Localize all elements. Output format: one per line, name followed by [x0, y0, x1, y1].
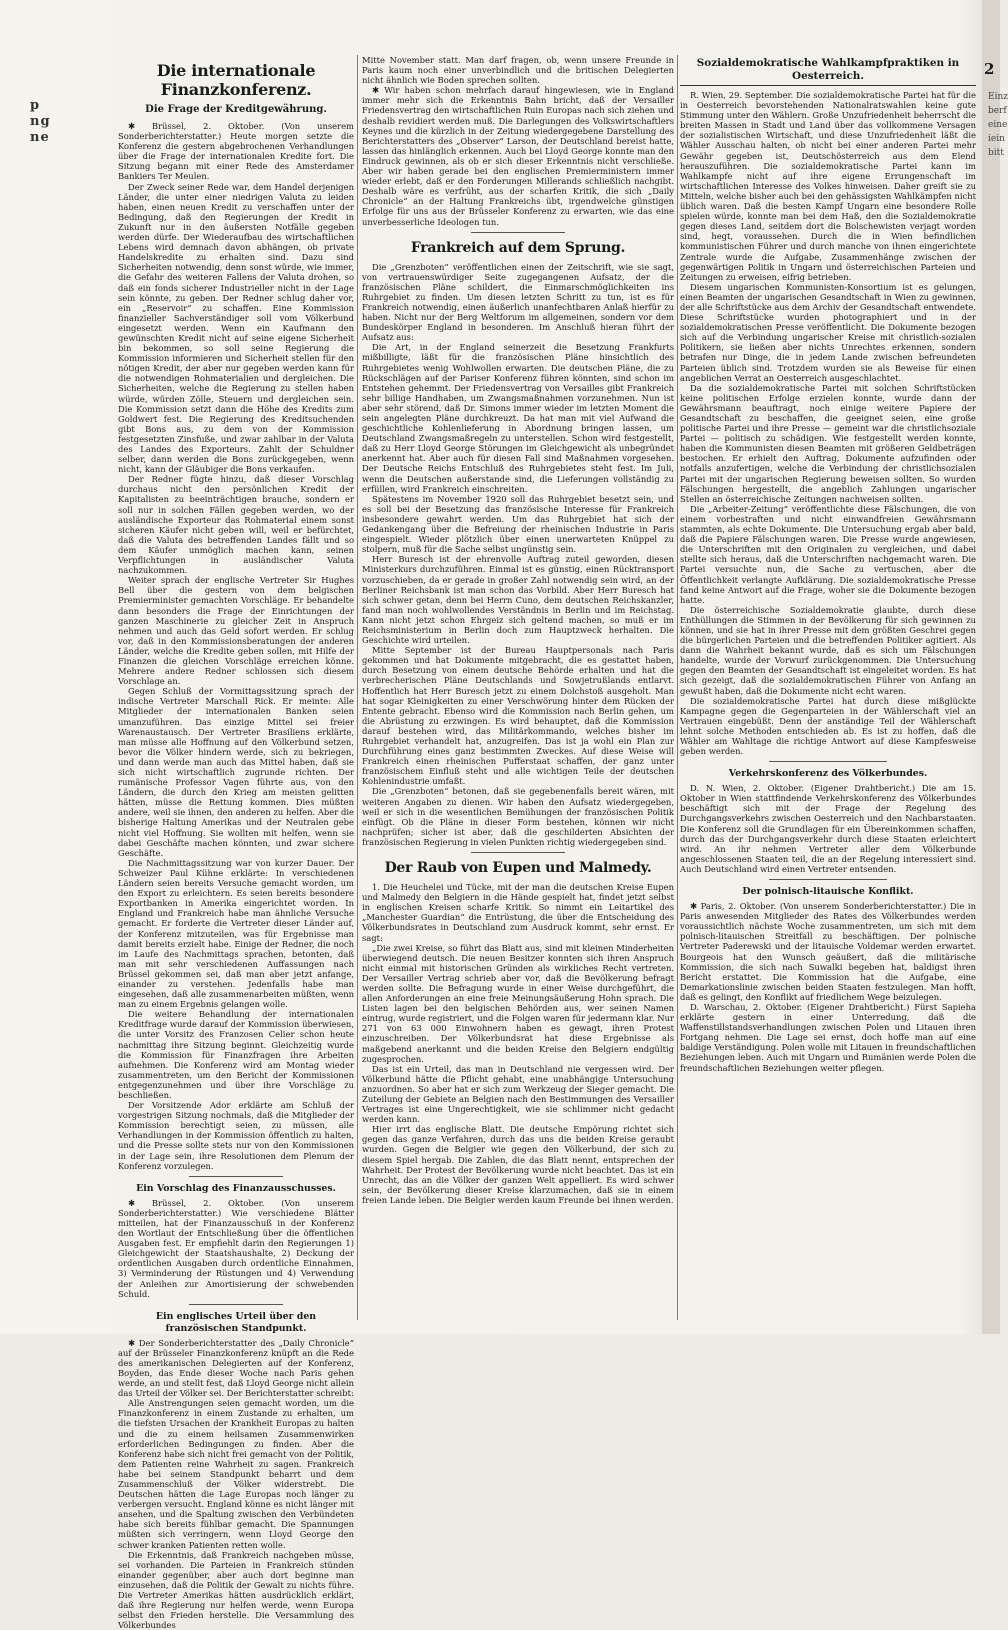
paragraph: Der Zweck seiner Rede war, dem Handel derjenigen Länder, die unter einer niedrigen Valuta zu leiden haben, einen neuen Kredit zu verschaffen unter der Bedingung, daß den Regierungen der Kredit in Zukunft nur in den äußersten Notfälle gegeben werden dürfe. Der Wiederaufbau des wirtschaftlichen Lebens wird demnach davon abhängen, ob private Handelskredite zu erhalten sind. Dazu sind Sicherheiten notwendig, denn sonst würde, wie immer, die Gefahr des weiteren Fallens der Valuta drohen, so daß ein fonds sicherer Industrieller nicht in der Lage sein könnte, zu geben. Der Redner schlug daher vor, ein „Reservoir“ zu schaffen. Eine Kommission finanzieller Sachverständiger soll vom Völkerbund eingesetzt werden. Wenn ein Kaufmann den gewünschten Kredit nicht auf seine eigene Sicherheit bin bekommen, so soll seine Regierung die Kommission informieren und Sicherheit stellen für den nötigen Kredit, der aber nur gegeben werden kann für die notwendigen Rohmaterialien und dergleichen. Die Sicherheiten, welche die Regierung zu stellen haben würde, würden Zölle, Steuern und dergleichen sein. Die Kommission setzt dann die Höhe des Kredits zum Goldwert fest. Die Regierung des Kreditsuchenden gibt Bons aus, zu dem von der Kommission festgesetzten Zinsfuße, und zwar zahlbar in der Valuta des Landes des Exporteurs. Zahlt der Schuldner selber, dann werden die Bons zurückgegeben, wenn nicht, kann der Gläubiger die Bons verkaufen.	[118, 181, 354, 475]
column-rule	[677, 55, 678, 1320]
paragraph: Mitte November statt. Man darf fragen, ob, wenn unsere Freunde in Paris kaum noch einer unverbindlich und die britischen Delegierten nicht ähnlich wie Boden sprechen sollten.	[362, 55, 674, 86]
article-title: Die internationale Finanzkonferenz.	[156, 61, 316, 99]
column-2	[362, 55, 674, 1325]
paragraph: ✱ Brüssel, 2. Oktober. (Von unserem Sonderberichterstatter.) Wie verschiedene Blätter mitteilen, hat der Finanzausschuß in der Konferenz den Wortlaut der Entschließung über die öffentlichen Ausgaben fest. Er empfiehlt darin den Regierungen 1) Gleichgewicht der Staatshaushalte, 2) Deckung der ordentlichen Ausgaben durch ordentliche Einnahmen, 3) Verminderung der Rüstungen und 4) Verwendung der Anleihen zur Amortisierung der schwebenden Schuld.	[118, 1197, 354, 1299]
section-heading: Ein englisches Urteil über den französischen Standpunkt.	[155, 1310, 317, 1334]
paragraph: Der Vorsitzende Ador erklärte am Schluß der vorgestrigen Sitzung nochmals, daß die Mitglieder der Kommission berechtigt seien, zu müssen, alle Verhandlungen in der Kommission öffentlich zu halten, und die Presse sollte stets nur von den Kommissionen in der Lage sein, ihre Resolutionen dem Plenum der Konferenz vorzulegen.	[118, 1100, 354, 1171]
separator	[471, 232, 565, 233]
paragraph: D. N. Wien, 2. Oktober. (Eigener Drahtbericht.) Die am 15. Oktober in Wien stattfindende Verkehrskonferenz des Völkerbundes beschäftigt sich mit der Frage der Regelung des Durchgangsverkehrs zwischen Oesterreich und den Nachbarstaaten. Die Konferenz soll die Grundlagen für ein Übereinkommen schaffen, durch das der Durchgangsverkehr durch diese Staaten erleichtert wird. An ihr nehmen Vertreter aller dem Völkerbunde angeschlossenen Staaten teil, die an der Regelung interessiert sind. Auch Deutschland wird einen Vertreter entsenden.	[680, 783, 976, 874]
section-heading: Verkehrskonferenz des Völkerbundes.	[728, 768, 928, 780]
article-title: Der Raub von Eupen und Malmedy.	[384, 860, 652, 877]
column-rule	[357, 55, 358, 1320]
article-title: Frankreich auf dem Sprung.	[410, 239, 626, 256]
paragraph: Die sozialdemokratische Partei hat durch diese mißglückte Kampagne gegen die Gegenparteien in der Wählerschaft viel an Vertrauen eingebüßt. Denn der anständige Teil der Wählerschaft lehnt solche Methoden entschieden ab. Es ist zu hoffen, daß die Wähler am Wahltage die richtige Antwort auf diese Kampfesweise geben werden.	[680, 695, 976, 757]
column-1	[118, 55, 354, 1630]
column-3	[680, 55, 976, 1325]
paragraph: Diesem ungarischen Kommunisten-Konsortium ist es gelungen, einen Beamten der ungarischen Gesandtschaft in Wien zu gewinnen, der alle Schriftstücke aus dem Archiv der Gesandtschaft entwendete. Diese Schriftstücke wurden photographiert und in der sozialdemokratischen Presse veröffentlicht. Die Dokumente bezogen sich auf die Verbindung ungarischer Kreise mit christlich-sozialen Politikern, sie ließen aber nichts Unrechtes erkennen, sondern betrafen nur Dinge, die in jedem Lande zwischen befreundeten Parteien üblich sind. Trotzdem wurden sie als Beweise für einen angeblichen Verrat an Oesterreich ausgeschlachtet.	[680, 281, 976, 383]
paragraph: Die Erkenntnis, daß Frankreich nachgeben müsse, sei vorhanden. Die Parteien in Frankreich stünden einander gegenüber, aber auch dort beginne man einzusehen, daß die Politik der Gewalt zu nichts führe. Die Vertreter Amerikas hätten ausdrücklich erklärt, daß ihre Regierung nur helfen werde, wenn Europa selbst den Frieden herstelle. Die Versammlung des Völkerbundes	[118, 1549, 354, 1630]
paragraph: D. Warschau, 2. Oktober. (Eigener Drahtbericht.) Fürst Sapieha erklärte gestern in einer Unterredung, daß die Waffenstillstandsverhandlungen zwischen Polen und Litauen ihren Fortgang nehmen. Die Lage sei ernst, doch hoffe man auf eine baldige Verständigung. Polen wolle mit Litauen in freundschaftlichen Beziehungen leben. Auch mit Ungarn und Rumänien werde Polen die freundschaftlichen Beziehungen weiter pflegen.	[680, 1001, 976, 1073]
paragraph: ✱ Wir haben schon mehrfach darauf hingewiesen, wie in England immer mehr sich die Erkenntnis Bahn bricht, daß der Versailler Friedensvertrag den wirtschaftlichen Ruin Europas nach sich ziehen und deshalb revidiert werden muß. Die Darlegungen des Volkswirtschaftlers Keynes und die kürzlich in der Zeitung wiedergegebene Darstellung des Berichterstatters des „Observer“ Larson, der Deutschland bereist hatte, lassen das hinlänglich erkennen. Auch bei Lloyd George konnte man den Eindruck gewinnen, als ob er sich dieser Erkenntnis nicht verschließe. Aber wir haben gerade bei den englischen Premierministern immer wieder erlebt, daß er den Forderungen Millerands schließlich nachgibt. Deshalb wäre es verfrüht, aus der scharfen Kritik, die sich „Daily Chronicle“ an der Haltung Frankreichs übt, irgendwelche günstigen Erfolge für uns aus der Brüsseler Konferenz zu erwarten, wie das eine unverbesserliche Ideologen tun.	[362, 85, 674, 227]
right-margin	[982, 0, 1008, 1334]
margin-mark: ne	[30, 130, 50, 145]
separator	[769, 761, 887, 762]
paragraph: Spätestens im November 1920 soll das Ruhrgebiet besetzt sein, und es soll bei der Besetzung das französische Interesse für Frankreich insbesondere gewahrt werden. Um das Ruhrgebiet hat sich der Gedankengang über die Befreiung der rheinischen Industrie in Paris eingespielt. Wieder plötzlich über einen unerwarteten Knüppel zu stolpern, muß für die Sache selbst ungünstig sein.	[362, 493, 674, 555]
separator	[471, 852, 565, 853]
article-subtitle: Die Frage der Kreditgewährung.	[145, 104, 327, 115]
right-edge-text: Einz berf eine iein bitt	[988, 92, 1008, 158]
paragraph: Hier irrt das englische Blatt. Die deutsche Empörung richtet sich gegen das ganze Verfahren, durch das uns die beiden Kreise geraubt wurden. Gegen die Belgier wie gegen den Völkerbund, der sich zu diesem Spiel hergab. Die Zahlen, die das Blatt nennt, entsprechen der Wahrheit. Der Protest der Bevölkerung wurde nicht beachtet. Das ist ein Unrecht, das an die Völker der ganzen Welt appelliert. Es wird schwer sein, der Bevölkerung dieser Kreise klarzumachen, daß sie in einem freien Lande leben. Die Belgier werden kaum Freunde bei ihnen werden.	[362, 1124, 674, 1205]
paragraph: ✱ Der Sonderberichterstatter des „Daily Chronicle“ auf der Brüsseler Finanzkonferenz knüpft an die Rede des amerikanischen Delegierten auf der Konferenz, Boyden, das Ende dieser Woche nach Paris gehen werde, an und stellt fest, daß Lloyd George nicht allein das Urteil der Völker sei. Der Berichterstatter schreibt:	[118, 1337, 354, 1399]
paragraph: Die „Grenzboten“ betonen, daß sie gegebenenfalls bereit wären, mit weiteren Angaben zu dienen. Wir haben den Aufsatz wiedergegeben, weil er sich in die wesentlichen Bemühungen der französischen Politik einfügt. Ob die Pläne in dieser Form bestehen, können wir nicht nachprüfen; sicher ist aber, daß die geschilderten Absichten der französischen Regierung in vielen Punkten richtig wiedergegeben sind.	[362, 786, 674, 847]
section-heading: Der polnisch-litauische Konflikt.	[742, 886, 914, 898]
paragraph: Die „Arbeiter-Zeitung“ veröffentlichte diese Fälschungen, die von einem vorbestraften und nicht einwandfreien Gewährsmann stammten, als echte Dokumente. Die Untersuchung ergab aber bald, daß die Papiere Fälschungen waren. Die Presse wurde angewiesen, die Unterschriften mit den Originalen zu vergleichen, und dabei stellte sich heraus, daß die Unterschriften nachgemacht waren. Die Partei versuchte nun, die Sache zu vertuschen, aber die Öffentlichkeit verlangte Aufklärung. Die sozialdemokratische Presse fand keine Antwort auf die Frage, woher sie die Dokumente bezogen hatte.	[680, 503, 976, 605]
article-title: Sozialdemokratische Wahlkampfpraktiken in Oesterreich.	[680, 57, 976, 86]
separator	[189, 1304, 283, 1305]
margin-mark: p	[30, 98, 41, 113]
paragraph: Das ist ein Urteil, das man in Deutschland nie vergessen wird. Der Völkerbund hätte die Pflicht gehabt, eine unabhängige Untersuchung anzuordnen. So aber hat er sich zum Werkzeug der Sieger gemacht. Die Zuteilung der Gebiete an Belgien nach den Bestimmungen des Versailler Vertrages ist eine Ungerechtigkeit, wie sie schlimmer nicht gedacht werden kann.	[362, 1063, 674, 1125]
paragraph: Die weitere Behandlung der internationalen Kreditfrage wurde darauf der Kommission überwiesen, die unter Vorsitz des Franzosen Celier schon heute nachmittag ihre Sitzung beginnt. Gleichzeitig wurde die Kommission für Finanzfragen ihre Arbeiten aufnehmen. Die Konferenz wird am Montag wieder zusammentreten, um den Bericht der Kommissionen entgegenzunehmen und über ihre Vorschläge zu beschließen.	[118, 1009, 354, 1100]
page-number-fragment: 2	[984, 60, 995, 78]
paragraph: Der Redner fügte hinzu, daß dieser Vorschlag durchaus nicht den persönlichen Kredit der Kapitalisten zu beeinträchtigen brauche, sondern er soll nur in solchen Fällen gegeben werden, wo der ausländische Exporteur das Rohmaterial einem sonst sicheren Käufer nicht geben will, weil er befürchtet, daß die Valuta des betreffenden Landes fällt und so dem Käufer unmöglich machen kann, seinen Verpflichtungen in ausländischer Valuta nachzukommen.	[118, 474, 354, 576]
separator	[189, 1176, 283, 1177]
paragraph: Die Art, in der England seinerzeit die Besetzung Frankfurts mißbilligte, läßt für die französischen Pläne hinsichtlich des Ruhrgebietes wenig Wohlwollen erwarten. Die deutschen Pläne, die zu Rückschlägen auf der Pariser Konferenz führen könnten, sind schon im Entstehen gehemmt. Der Friedensvertrag von Versailles gibt Frankreich sehr billige Handhaben, um Zwangsmaßnahmen vorzunehmen. Nun ist aber sehr störend, daß Dr. Simons immer wieder im letzten Moment die sein angelegten Pläne durchkreuzt. Da hat man mit viel Aufwand die geschichtliche Kohlenlieferung in Abordnung bringen lassen, um Deutschland Zwangsmaßregeln zu unterstellen. Schon wird festgestellt, daß zu Herr Lloyd George Störungen im Gleichgewicht als unbegründet anerkennt hat. Aber auch für diesen Fall sind Maßnahmen vorgesehen. Der Deutsche Reichs Entschluß des Ruhrgebietes steht fest. Im Juli, wenn die Deutschen außerstande sind, die Lieferungen vollständig zu erfüllen, wird Frankreich einschreiten.	[362, 342, 674, 494]
section-heading: Ein Vorschlag des Finanzausschusses.	[136, 1182, 336, 1194]
paragraph: Gegen Schluß der Vormittagssitzung sprach der indische Vertreter Marschall Rick. Er meinte: Alle Mitglieder der internationalen Banken seien umanzuführen. Das einzige Mittel sei freier Warenaustausch. Der Vertreter Brasiliens erklärte, man müsse alle Hoffnung auf den Völkerbund setzen, bevor die Völker hindern werde, sich zu bekriegen, und dann werde man auch das Mittel haben, daß sie sich nicht wirtschaftlich zugrunde richten. Der rumänische Professor Vagen führte aus, von den Ländern, die durch den Krieg am meisten gelitten hätten, müsse die Rettung kommen. Dies müßten andere, weil sie ihnen, den anderen zu helfen. Aber die bisherige Haltung Amerikas und der Neutralen gebe nicht viel Hoffnung. Sie wollten mit helfen, wenn sie dabei Geschäfte machen könnten, und zwar sichere Geschäfte.	[118, 686, 354, 858]
paragraph: Weiter sprach der englische Vertreter Sir Hughes Bell über die gestern von dem belgischen Premierminister gemachten Vorschläge. Er behandelte dann besonders die Frage der Einrichtungen der ganzen Maschinerie zu gleicher Zeit in Anspruch nehmen und auch das Geld sofort werden. Er schlug vor, daß in den Kommissionsberatungen der anderen Länder, welche die Kredite geben sollen, mit Hilfe der Finanzen die gleichen Vorschläge erreichen könne. Mehrere andere Redner schlossen sich diesem Vorschlage an.	[118, 575, 354, 687]
left-margin	[0, 0, 112, 1334]
paragraph: Die „Grenzboten“ veröffentlichen einen der Zeitschrift, wie sie sagt, von vertrauenswürdiger Seite zugegangenen Aufsatz, der die französischen Pläne schildert, die Einmarschmöglichkeiten ins Ruhrgebiet zu finden. Um diesen letzten Schritt zu tun, ist es für Frankreich notwendig, einen äußerlich unanfechtbaren Anlaß hierfür zu haben. Nicht nur der Berg Weltforum im allgemeinen, sondern vor dem Bundeskörper England in besonderen. Im Anschluß hieran führt der Aufsatz aus:	[362, 261, 674, 343]
paragraph: Die Nachmittagssitzung war von kurzer Dauer. Der Schweizer Paul Kühne erklärte: In verschiedenen Ländern seien bereits Versuche gemacht worden, um den Export zu erleichtern. Es seien bereits besondere Exportbanken in Amerika eingerichtet worden. In England und Frankreich habe man ähnliche Versuche gemacht. Er forderte die Vertreter dieser Länder auf, der Konferenz mitzuteilen, was für Ergebnisse man damit bereits erzielt habe. Einige der Redner, die noch im Laufe des Nachmittags sprachen, betonten, daß man mit sehr verschiedenen Auffassungen nach Brüssel gekommen sei, daß man aber jetzt anfange, einander zu verstehen. Jedenfalls habe man eingesehen, daß alle zusammenarbeiten müßten, wenn man zu einem Ergebnis gelangen wolle.	[118, 857, 354, 1010]
margin-mark: ng	[30, 114, 51, 129]
paragraph: 1. Die Heuchelei und Tücke, mit der man die deutschen Kreise Eupen und Malmedy den Belgiern in die Hände gespielt hat, findet jetzt selbst in englischen Kreisen scharfe Kritik. So nimmt ein Leitartikel des „Manchester Guardian“ die Entrüstung, die über die Entscheidung des Völkerbundsrates in Deutschland zum Ausdruck kommt, sehr ernst. Er sagt:	[362, 882, 674, 943]
paragraph: ✱ Paris, 2. Oktober. (Von unserem Sonderberichterstatter.) Die in Paris anwesenden Mitglieder des Rates des Völkerbundes werden voraussichtlich nächste Woche zusammentreten, um sich mit dem polnisch-litauischen Streitfall zu beschäftigen. Der polnische Vertreter Paderewski und der litauische Voldemar werden erwartet. Bourgeois hat den Wunsch geäußert, daß die militärische Kommission, die sich nach Suwalki begeben hat, baldigst ihren Bericht erstattet. Die Kommission hat die Aufgabe, eine Demarkationslinie zwischen beiden Staaten festzulegen. Man hofft, daß es gelingt, den Konflikt auf friedlichem Wege beizulegen.	[680, 901, 976, 1002]
paragraph: „Die zwei Kreise, so führt das Blatt aus, sind mit kleinen Minderheiten überwiegend deutsch. Die neuen Besitzer konnten sich ihren Anspruch nicht einmal mit historischen Gründen als wirkliches Recht vertreten. Der Versailler Vertrag schrieb aber vor, daß die Bevölkerung befragt werden sollte. Die Befragung wurde in einer Weise durchgeführt, die allen Anforderungen an eine freie Meinungsäußerung Hohn sprach. Die Listen lagen bei den belgischen Behörden aus, wer seinen Namen eintrug, wurde registriert, und die Folgen waren für jedermann klar. Nur 271 von 63 000 Einwohnern haben es gewagt, ihren Protest einzuschreiben. Der Völkerbundsrat hat diese Ergebnisse als maßgebend anerkannt und die beiden Kreise den Belgiern endgültig zugesprochen.	[362, 942, 674, 1064]
paragraph: Herr Buresch ist der ehrenvolle Auftrag zuteil geworden, diesen Ministerkurs durchzuführen. Einmal ist es günstig, einen Rücktransport vorzuschieben, da er gerade in großer Zahl notwendig sein wird, an der Berliner Reichsbank ist man schon das Vorbild. Aber Herr Buresch hat sich schwer getan, denn bei Herrn Cuno, dem deutschen Reichskanzler, fand man noch wohlwollendes Verständnis in Berlin und im Reichstag. Kann nicht jetzt schon Ehrgeiz sich geltend machen, so muß er im Reichsministerium in Berlin doch zum Hauptzweck herhalten. Die Geschichte wird urteilen.	[362, 554, 674, 646]
paragraph: R. Wien, 29. September. Die sozialdemokratische Partei hat für die in Oesterreich bevorstehenden Nationalratswahlen keine gute Stimmung unter den Wählern. Große Unzufriedenheit beherrscht die breiten Massen in Stadt und Land über das vollkommene Versagen der sozialistischen Wirtschaft, und diese Unzufriedenheit läßt die Wähler Ausschau halten, ob nicht bei einer anderen Partei mehr Gewähr gegeben ist, Deutschösterreich aus dem Elend herauszuführen. Die sozialdemokratische Partei kann im Wahlkampfe nicht auf ihre eigene Errungenschaft im wirtschaftlichen Interesse des Volkes hinweisen. Daher greift sie zu Mitteln, welche bisher auch bei den gehässigsten Wahlkämpfen nicht üblich waren. Daß die besten Kampf Ungarn eine besondere Rolle spielen würde, konnte man bei dem Haß, den die Sozialdemokratie gegen dieses Land, seitdem dort die Bolschewisten verjagt worden sind, hegt, voraussehen. Durch die in Wien befindlichen kommunistischen Führer und durch manche von ihnen eingerichtete Zentrale wurde die Aufgabe, Zusammenhänge zwischen der gegenwärtigen Politik in Ungarn und österreichischen Parteien und Zeitungen zu erweisen, eifrig betrieben.	[680, 90, 976, 282]
paragraph: Die österreichische Sozialdemokratie glaubte, durch diese Enthüllungen die Stimmen in der Bevölkerung für sich gewinnen zu können, und sie hat in ihrer Presse mit dem größten Geschrei gegen die bürgerlichen Parteien und die betreffenden Politiker agitiert. Als dann die Wahrheit bekannt wurde, daß es sich um Fälschungen handelte, wurde der Vorwurf zurückgenommen. Die Untersuchung gegen den Beamten der Gesandtschaft ist eingeleitet worden. Es hat sich gezeigt, daß die sozialdemokratischen Führer von Anfang an gewußt haben, daß die Dokumente nicht echt waren.	[680, 604, 976, 696]
paragraph: ✱ Brüssel, 2. Oktober. (Von unserem Sonderberichterstatter.) Heute morgen setzte die Konferenz die gestern abgebrochenen Verhandlungen über die Frage der internationalen Kredite fort. Die Sitzung begann mit einer Rede des Amsterdamer Bankiers Ter Meulen.	[118, 121, 354, 182]
paragraph: Alle Anstrengungen seien gemacht worden, um die Finanzkonferenz in einem Zustande zu erhalten, um die tiefsten Ursachen der Krankheit Europas zu halten und die zu einem heilsamen Zusammenwirken erforderlichen Bedingungen zu finden. Aber die Konferenz habe sich nicht frei gemacht von der Politik, dem Patienten reine Wahrheit zu sagen. Frankreich habe bei seinem Standpunkt beharrt und dem Zusammenschluß der Völker widerstrebt. Die Deutschen hätten die Lage Europas noch länger zu verbergen versucht. England könne es nicht länger mit ansehen, und die Spaltung zwischen den Verbündeten habe sich bereits fühlbar gemacht. Die Spannungen müßten sich verringern, wenn Lloyd George den schwer kranken Patienten retten wolle.	[118, 1398, 354, 1550]
separator	[769, 879, 887, 880]
paragraph: Mitte September ist der Bureau Hauptpersonals nach Paris gekommen und hat Dokumente mitgebracht, die es gestattet haben, durch Besetzung von einem deutsche Behörde erhalten und hat die verbrecherischen Pläne Deutschlands und Sowjetrußlands entlarvt. Hoffentlich hat Herr Buresch jetzt zu einem Dolchstoß ausgeholt. Man hat sogar Kleinigkeiten zu einer Verschwörung hinter dem Rücken der Entente gebracht. Ebenso wird die Kommission nach Berlin gehen, um die Abrüstung zu erzwingen. Es wird behauptet, daß die Kommission darauf bestehen wird, das Militärkommando, welches bisher im Ruhrgebiet verhandelt hat, anzugreifen. Das ist ja wohl ein Plan zur Durchführung eines ganz bestimmten Zweckes. Auf diese Weise will Frankreich einen rheinischen Pufferstaat schaffen, der ganz unter französischem Einfluß steht und alle wichtigen Teile der deutschen Kohlenindustrie umfaßt.	[362, 645, 674, 787]
paragraph: Da die sozialdemokratische Partei mit solchen Schriftstücken keine politischen Erfolge erzielen konnte, wurde dann der Gewährsmann beauftragt, noch einige weitere Papiere der Gesandtschaft zu beschaffen, die geeignet seien, eine große politische Partei und ihre Presse — gemeint war die christlichsoziale Partei — politisch zu schädigen. Wie festgestellt werden konnte, haben die Kommunisten diesen Beamten mit größeren Geldbeträgen bestochen. Er erhielt den Auftrag, Dokumente aufzufinden oder notfalls anzufertigen, welche die Verbindung der christlichsozialen Partei mit der ungarischen Regierung beweisen sollten. So wurden Fälschungen hergestellt, die angeblich Zahlungen ungarischer Stellen an österreichische Zeitungen nachweisen sollten.	[680, 382, 976, 504]
